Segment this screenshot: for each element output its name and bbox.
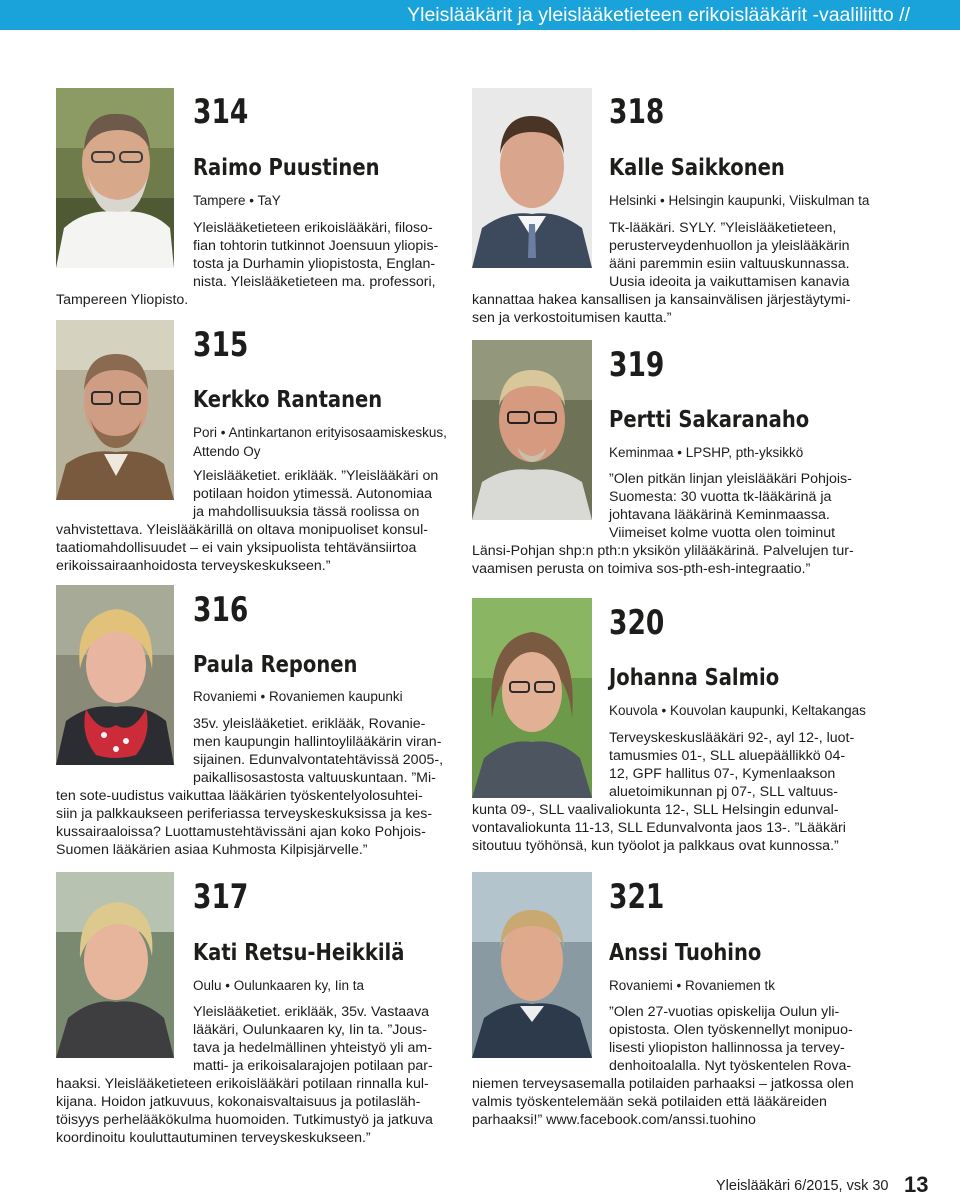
bio-line: vaamisen perusta on toimiva sos-pth-esh-integraatio.” bbox=[472, 561, 811, 577]
bio-line: vahvistettava. Yleislääkärillä on oltava monipuoliset konsul- bbox=[56, 522, 428, 538]
bio-line: perusterveydenhuollon ja yleislääkärin bbox=[609, 238, 850, 254]
candidate-photo-315 bbox=[56, 320, 174, 500]
header-title: Yleislääkärit ja yleislääketieteen erikoislääkärit -vaaliliitto // bbox=[407, 4, 910, 26]
candidate-name-320: Johanna Salmio bbox=[609, 665, 780, 691]
candidate-photo-321 bbox=[472, 872, 592, 1058]
bio-line: potilaan hoidon ytimessä. Autonomiaa bbox=[193, 486, 432, 502]
candidate-location-314: Tampere • TaY bbox=[193, 193, 281, 208]
bio-line: taatiomahdollisuudet – ei vain yksipuolista tehtävänsiirtoa bbox=[56, 540, 417, 556]
bio-line: opistosta. Olen työskennellyt monipuo- bbox=[609, 1022, 853, 1038]
candidate-location-317: Oulu • Oulunkaaren ky, Iin ta bbox=[193, 978, 365, 993]
bio-line: tosta ja Durhamin yliopistosta, Englan- bbox=[193, 256, 436, 272]
footer-publication: Yleislääkäri 6/2015, vsk 30 bbox=[716, 1178, 889, 1194]
candidate-name-317: Kati Retsu-Heikkilä bbox=[193, 940, 405, 966]
bio-line: Tampereen Yliopisto. bbox=[56, 292, 189, 308]
bio-line: Terveyskeskuslääkäri 92-, ayl 12-, luot- bbox=[609, 730, 855, 746]
bio-line: sitoutuu työhönsä, kun työolot ja palkkaus ovat kunnossa.” bbox=[472, 838, 839, 854]
bio-line: Viimeiset kolme vuotta olen toiminut bbox=[609, 525, 836, 541]
bio-line: men kaupungin hallintoylilääkärin viran- bbox=[193, 734, 442, 750]
bio-line: Yleislääketiet. eriklääk. ”Yleislääkäri on bbox=[193, 468, 439, 484]
bio-line: paikallisosastosta valtuuskuntaan. ”Mi- bbox=[193, 770, 436, 786]
bio-line: sen ja verkostoitumisen kautta.” bbox=[472, 310, 672, 326]
candidate-number-317: 317 bbox=[193, 877, 249, 917]
bio-line: kannattaa hakea kansallisen ja kansainvälisen järjestäytymi- bbox=[472, 292, 851, 308]
bio-line: Tk-lääkäri. SYLY. ”Yleislääketieteen, bbox=[609, 220, 837, 236]
candidate-number-318: 318 bbox=[609, 92, 665, 132]
bio-line: tava ja hedelmällinen yhteistyö yli am- bbox=[193, 1040, 432, 1056]
candidate-name-316: Paula Reponen bbox=[193, 652, 358, 678]
bio-line: kunta 09-, SLL vaalivaliokunta 12-, SLL Helsingin edunval- bbox=[472, 802, 839, 818]
candidate-name-319: Pertti Sakaranaho bbox=[609, 407, 810, 433]
bio-line: Yleislääketieteen erikoislääkäri, filoso- bbox=[193, 220, 433, 236]
bio-line: Suomen lääkärien asiaa Kuhmosta Kilpisjärvelle.” bbox=[56, 842, 368, 858]
bio-line: valmis työskentelemään sekä potilaiden että lääkäreiden bbox=[472, 1094, 827, 1110]
candidate-photo-318 bbox=[472, 88, 592, 268]
bio-line: aluetoimikunnan pj 07-, SLL valtuus- bbox=[609, 784, 838, 800]
bio-line: ”Olen pitkän linjan yleislääkäri Pohjois- bbox=[609, 471, 852, 487]
bio-line: ääni paremmin esiin valtuuskunnassa. bbox=[609, 256, 850, 272]
bio-line: fian tohtorin tutkinnot Joensuun yliopis- bbox=[193, 238, 439, 254]
candidate-location-320: Kouvola • Kouvolan kaupunki, Keltakangas bbox=[609, 703, 866, 718]
candidate-photo-314 bbox=[56, 88, 174, 268]
candidate-photo-317 bbox=[56, 872, 174, 1058]
candidate-name-321: Anssi Tuohino bbox=[609, 940, 762, 966]
bio-line: erikoissairaanhoidosta terveyskeskukseen.” bbox=[56, 558, 331, 574]
bio-line: matti- ja erikoisalarajojen potilaan par- bbox=[193, 1058, 433, 1074]
bio-line: Yleislääketiet. eriklääk, 35v. Vastaava bbox=[193, 1004, 430, 1020]
candidate-location-321: Rovaniemi • Rovaniemen tk bbox=[609, 978, 776, 993]
bio-line: Länsi-Pohjan shp:n pth:n yksikön ylilääkärinä. Palvelujen tur- bbox=[472, 543, 854, 559]
candidate-number-316: 316 bbox=[193, 590, 249, 630]
bio-line: siin ja palkkaukseen periferiassa terveyskeskuksissa ja kes- bbox=[56, 806, 433, 822]
candidate-location-315: Pori • Antinkartanon erityisosaamiskeskus, Attendo Oy bbox=[193, 425, 447, 459]
candidate-location-318: Helsinki • Helsingin kaupunki, Viiskulman ta bbox=[609, 193, 870, 208]
candidate-number-319: 319 bbox=[609, 345, 665, 385]
candidate-photo-319 bbox=[472, 340, 592, 520]
bio-line: kussairaaloissa? Luottamustehtävissäni ajan koko Pohjois- bbox=[56, 824, 426, 840]
bio-line: lisesti yliopiston hallinnossa ja tervey- bbox=[609, 1040, 845, 1056]
bio-line: ”Olen 27-vuotias opiskelija Oulun yli- bbox=[609, 1004, 840, 1020]
candidate-location-319: Keminmaa • LPSHP, pth-yksikkö bbox=[609, 445, 804, 460]
candidate-number-320: 320 bbox=[609, 603, 665, 643]
bio-line: lääkäri, Oulunkaaren ky, Iin ta. ”Jous- bbox=[193, 1022, 427, 1038]
bio-line: haaksi. Yleislääketieteen erikoislääkäri potilaan rinnalla kul- bbox=[56, 1076, 429, 1092]
candidate-photo-316 bbox=[56, 585, 174, 765]
candidate-name-318: Kalle Saikkonen bbox=[609, 155, 785, 181]
candidate-number-315: 315 bbox=[193, 325, 249, 365]
candidate-location-316: Rovaniemi • Rovaniemen kaupunki bbox=[193, 689, 403, 704]
candidate-name-314: Raimo Puustinen bbox=[193, 155, 380, 181]
bio-line: johtavana lääkärinä Keminmaassa. bbox=[609, 507, 830, 523]
bio-line: vontavaliokunta 11-13, SLL Edunvalvonta jaos 13-. ”Lääkäri bbox=[472, 820, 846, 836]
bio-line: kijana. Hoidon jatkuvuus, kokonaisvaltaisuus ja potilasläh- bbox=[56, 1094, 421, 1110]
candidate-number-314: 314 bbox=[193, 92, 249, 132]
bio-line: Suomesta: 30 vuotta tk-lääkärinä ja bbox=[609, 489, 832, 505]
bio-line: 12, GPF hallitus 07-, Kymenlaakson bbox=[609, 766, 836, 782]
bio-line: niemen terveysasemalla potilaiden parhaaksi – jatkossa olen bbox=[472, 1076, 854, 1092]
page-number: 13 bbox=[904, 1172, 929, 1197]
candidate-number-321: 321 bbox=[609, 877, 665, 917]
bio-line: ja mahdollisuuksia tässä roolissa on bbox=[193, 504, 420, 520]
bio-line: koordinoitu kouluttautuminen terveyskeskukseen.” bbox=[56, 1130, 371, 1146]
bio-line: ten sote-uudistus vaikuttaa lääkärien työskentelyolosuhtei- bbox=[56, 788, 423, 804]
bio-line: 35v. yleislääketiet. eriklääk, Rovanie- bbox=[193, 716, 426, 732]
bio-line: tamusmies 01-, SLL aluepäällikkö 04- bbox=[609, 748, 846, 764]
bio-line: parhaaksi!” www.facebook.com/anssi.tuohino bbox=[472, 1112, 756, 1128]
header-banner bbox=[0, 0, 960, 30]
bio-line: töisyys perhelääkökulma huomoiden. Tutkimustyö ja jatkuva bbox=[56, 1112, 433, 1128]
bio-line: Uusia ideoita ja vaikuttamisen kanavia bbox=[609, 274, 850, 290]
candidate-name-315: Kerkko Rantanen bbox=[193, 387, 383, 413]
bio-line: denhoitoalalla. Nyt työskentelen Rova- bbox=[609, 1058, 852, 1074]
bio-line: nista. Yleislääketieteen ma. professori, bbox=[193, 274, 436, 290]
bio-line: sijainen. Edunvalvontatehtävissä 2005-, bbox=[193, 752, 444, 768]
candidate-photo-320 bbox=[472, 598, 592, 798]
